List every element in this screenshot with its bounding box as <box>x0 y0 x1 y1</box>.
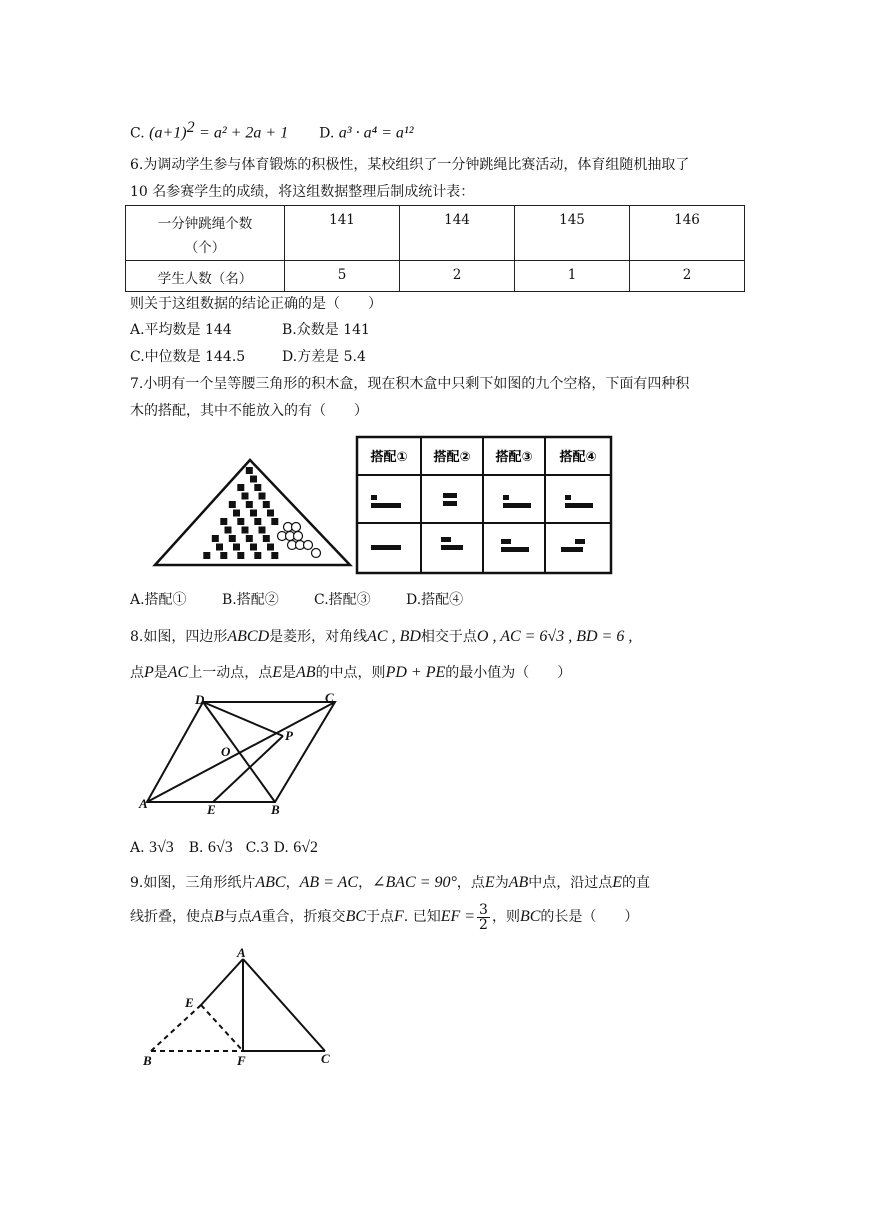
checker-pattern <box>203 467 278 559</box>
checker-block <box>229 535 236 542</box>
q6-stem-line2: 10 名参赛学生的成绩，将这组数据整理后制成统计表： <box>130 184 475 200</box>
q6-question: 则关于这组数据的结论正确的是（ ） <box>130 296 382 312</box>
q9-s2a: 线折叠，使点 <box>130 909 214 925</box>
q8-s2a: 点 <box>130 665 144 681</box>
label-A: A <box>139 796 148 811</box>
checker-block <box>259 493 266 500</box>
checker-block <box>237 552 244 559</box>
q7-optA: A.搭配① <box>130 592 187 608</box>
q9-stem-line1 <box>130 873 650 893</box>
q6-optC: C.中位数是 144.5 <box>130 349 246 365</box>
checker-block <box>267 544 274 551</box>
q9-s1h: E <box>484 874 495 891</box>
table-value-3: 145 <box>515 206 630 261</box>
table-value-1: 141 <box>285 206 400 261</box>
q9-frac-num: 3 <box>479 901 488 918</box>
q8-s2c: 是 <box>153 665 168 681</box>
label-C: C <box>325 690 334 705</box>
checker-block <box>203 552 210 559</box>
label-O: O <box>221 744 231 759</box>
q9-s2c: 与点 <box>223 909 252 925</box>
q8-optB-val: 6√3 <box>207 839 233 856</box>
checker-block <box>259 527 266 534</box>
checker-block <box>246 501 253 508</box>
arrangement-grid-figure <box>355 435 613 575</box>
table-count-1: 5 <box>285 261 400 292</box>
table-header-jumps-b: （个） <box>184 240 226 256</box>
q8-s1f: O , AC = 6√3 , BD = 6 , <box>476 628 633 645</box>
q9-s2i: . 已知 <box>403 909 441 925</box>
table-header-jumps-a: 一分钟跳绳个数 <box>157 216 253 232</box>
q9-s2f: BC <box>345 908 367 925</box>
checker-block <box>250 510 257 517</box>
q9-s1b: ABC <box>255 874 286 891</box>
q9-s1j: AB <box>508 874 529 891</box>
q9-s2d: A <box>251 908 262 925</box>
q9-s1i: 为 <box>494 875 509 891</box>
q8-s1d: AC , BD <box>367 628 421 645</box>
q9-s1e: ， <box>358 875 373 891</box>
q5-optD-expr: a³ · a⁴ = a¹² <box>338 124 414 142</box>
q5-optC-label: C. <box>130 125 145 142</box>
checker-block <box>254 552 261 559</box>
q8-stem-line2 <box>130 663 571 683</box>
checker-block <box>225 527 232 534</box>
q9-s1f: ∠BAC = 90° <box>372 874 457 891</box>
checker-block <box>246 467 253 474</box>
checker-block <box>242 527 249 534</box>
label-F: F <box>237 1053 246 1068</box>
label-D: D <box>195 692 205 707</box>
q7-stem-line2: 木的搭配，其中不能放入的有（ ） <box>130 403 368 419</box>
q7-optD: D.搭配④ <box>406 592 464 608</box>
q9-s1c: ， <box>285 875 300 891</box>
q9-s2k: ，则 <box>491 909 520 925</box>
grid-header-2: 搭配② <box>433 450 471 465</box>
q8-s2d: AC <box>167 664 189 681</box>
q8-optA-val: 3√3 <box>149 839 174 856</box>
q9-s1g: ，点 <box>456 875 485 891</box>
checker-block <box>263 501 270 508</box>
checker-block <box>237 518 244 525</box>
q8-s2h: AB <box>296 664 316 681</box>
label-B: B <box>143 1053 152 1068</box>
q8-s2b: P <box>144 664 154 681</box>
q7-optB: B.搭配② <box>222 592 279 608</box>
checker-block <box>250 476 257 483</box>
checker-block <box>267 510 274 517</box>
q8-s1b: ABCD <box>227 628 270 645</box>
checker-block <box>212 535 219 542</box>
checker-block <box>254 484 261 491</box>
label-B: B <box>271 802 280 817</box>
q8-stem-line1 <box>130 627 632 647</box>
q9-s2l: BC <box>519 908 541 925</box>
q9-s2e: 重合，折痕交 <box>261 909 346 925</box>
q8-s2i: 的中点，则 <box>315 665 386 681</box>
label-E: E <box>207 802 216 817</box>
table-count-4: 2 <box>630 261 745 292</box>
checker-block <box>216 544 223 551</box>
q5-optC-expr-right: = a² + 2a + 1 <box>199 124 289 142</box>
q7-stem-line1: 7.小明有一个呈等腰三角形的积木盒，现在积木盒中只剩下如图的九个空格，下面有四种积 <box>130 376 690 392</box>
checker-block <box>250 544 257 551</box>
q9-s2g: 于点 <box>366 909 395 925</box>
checker-block <box>237 484 244 491</box>
q8-s2f: E <box>272 664 283 681</box>
q9-s1a: 9.如图，三角形纸片 <box>130 875 256 891</box>
q9-s1d: AB = AC <box>299 874 359 891</box>
q5-options: C. $(a+1)^2 = a^2 + 2a + 1$ D. a³ · a⁴ = a¹² <box>130 119 414 142</box>
q8-s1a: 8.如图，四边形 <box>130 629 228 645</box>
checker-block <box>220 518 227 525</box>
q6-optD: D.方差是 5.4 <box>282 349 366 365</box>
label-C: C <box>321 1051 330 1066</box>
q9-s1l: E <box>612 874 623 891</box>
q6-optA: A.平均数是 144 <box>130 322 232 338</box>
checker-block <box>233 544 240 551</box>
q9-s1m: 的直 <box>622 875 651 891</box>
q8-s2e: 上一动点，点 <box>188 665 273 681</box>
grid-header-3: 搭配③ <box>495 450 533 465</box>
label-E: E <box>185 995 194 1010</box>
table-count-3: 1 <box>515 261 630 292</box>
checker-block <box>220 552 227 559</box>
q5-optD-label: D. <box>319 125 335 142</box>
q8-s1e: 相交于点 <box>420 629 477 645</box>
q6-stem-line1: 6.为调动学生参与体育锻炼的积极性，某校组织了一分钟跳绳比赛活动，体育组随机抽取了 <box>130 157 690 173</box>
checker-block <box>271 552 278 559</box>
q8-optC: C.3 <box>245 840 270 856</box>
table-header-jumps <box>126 206 285 261</box>
folded-triangle-figure <box>135 945 355 1070</box>
label-A: A <box>237 945 246 960</box>
checker-block <box>254 518 261 525</box>
q9-s2h: F <box>394 908 404 925</box>
q6-stats-table <box>125 205 745 292</box>
q7-optC: C.搭配③ <box>314 592 371 608</box>
q8-s2g: 是 <box>282 665 297 681</box>
q8-optD-label: D. <box>273 840 289 856</box>
q9-s2m: 的长是（ ） <box>540 909 639 925</box>
grid-header-4: 搭配④ <box>559 450 597 465</box>
q8-optA-label: A. <box>130 840 145 856</box>
q9-s1k: 中点，沿过点 <box>528 875 613 891</box>
q9-frac-den: 2 <box>479 916 488 933</box>
q8-optB-label: B. <box>188 840 204 856</box>
rhombus-figure <box>135 690 360 820</box>
checker-block <box>233 510 240 517</box>
checker-block <box>246 535 253 542</box>
grid-header-1: 搭配① <box>370 450 408 465</box>
q8-s2k: 的最小值为（ ） <box>445 665 572 681</box>
q9-s2b: B <box>214 908 224 925</box>
q9-stem-line2 <box>130 900 638 934</box>
table-count-2: 2 <box>400 261 515 292</box>
q8-s2j: PD + PE <box>385 664 446 681</box>
q5-optC-expr-left: (a+1) <box>149 124 187 142</box>
q6-optB: B.众数是 141 <box>282 322 370 338</box>
checker-block <box>229 501 236 508</box>
checker-block <box>271 518 278 525</box>
table-value-2: 144 <box>400 206 515 261</box>
q9-fraction <box>477 903 490 932</box>
q8-s1c: 是菱形，对角线 <box>269 629 368 645</box>
label-P: P <box>285 728 293 743</box>
table-value-4: 146 <box>630 206 745 261</box>
q8-options <box>130 838 318 858</box>
checker-block <box>242 493 249 500</box>
q8-optD-val: 6√2 <box>293 839 319 856</box>
q9-s2j: EF = <box>440 908 476 925</box>
table-header-students: 学生人数（名） <box>126 261 285 292</box>
checker-block <box>263 535 270 542</box>
block-box-triangle-figure <box>150 455 355 570</box>
